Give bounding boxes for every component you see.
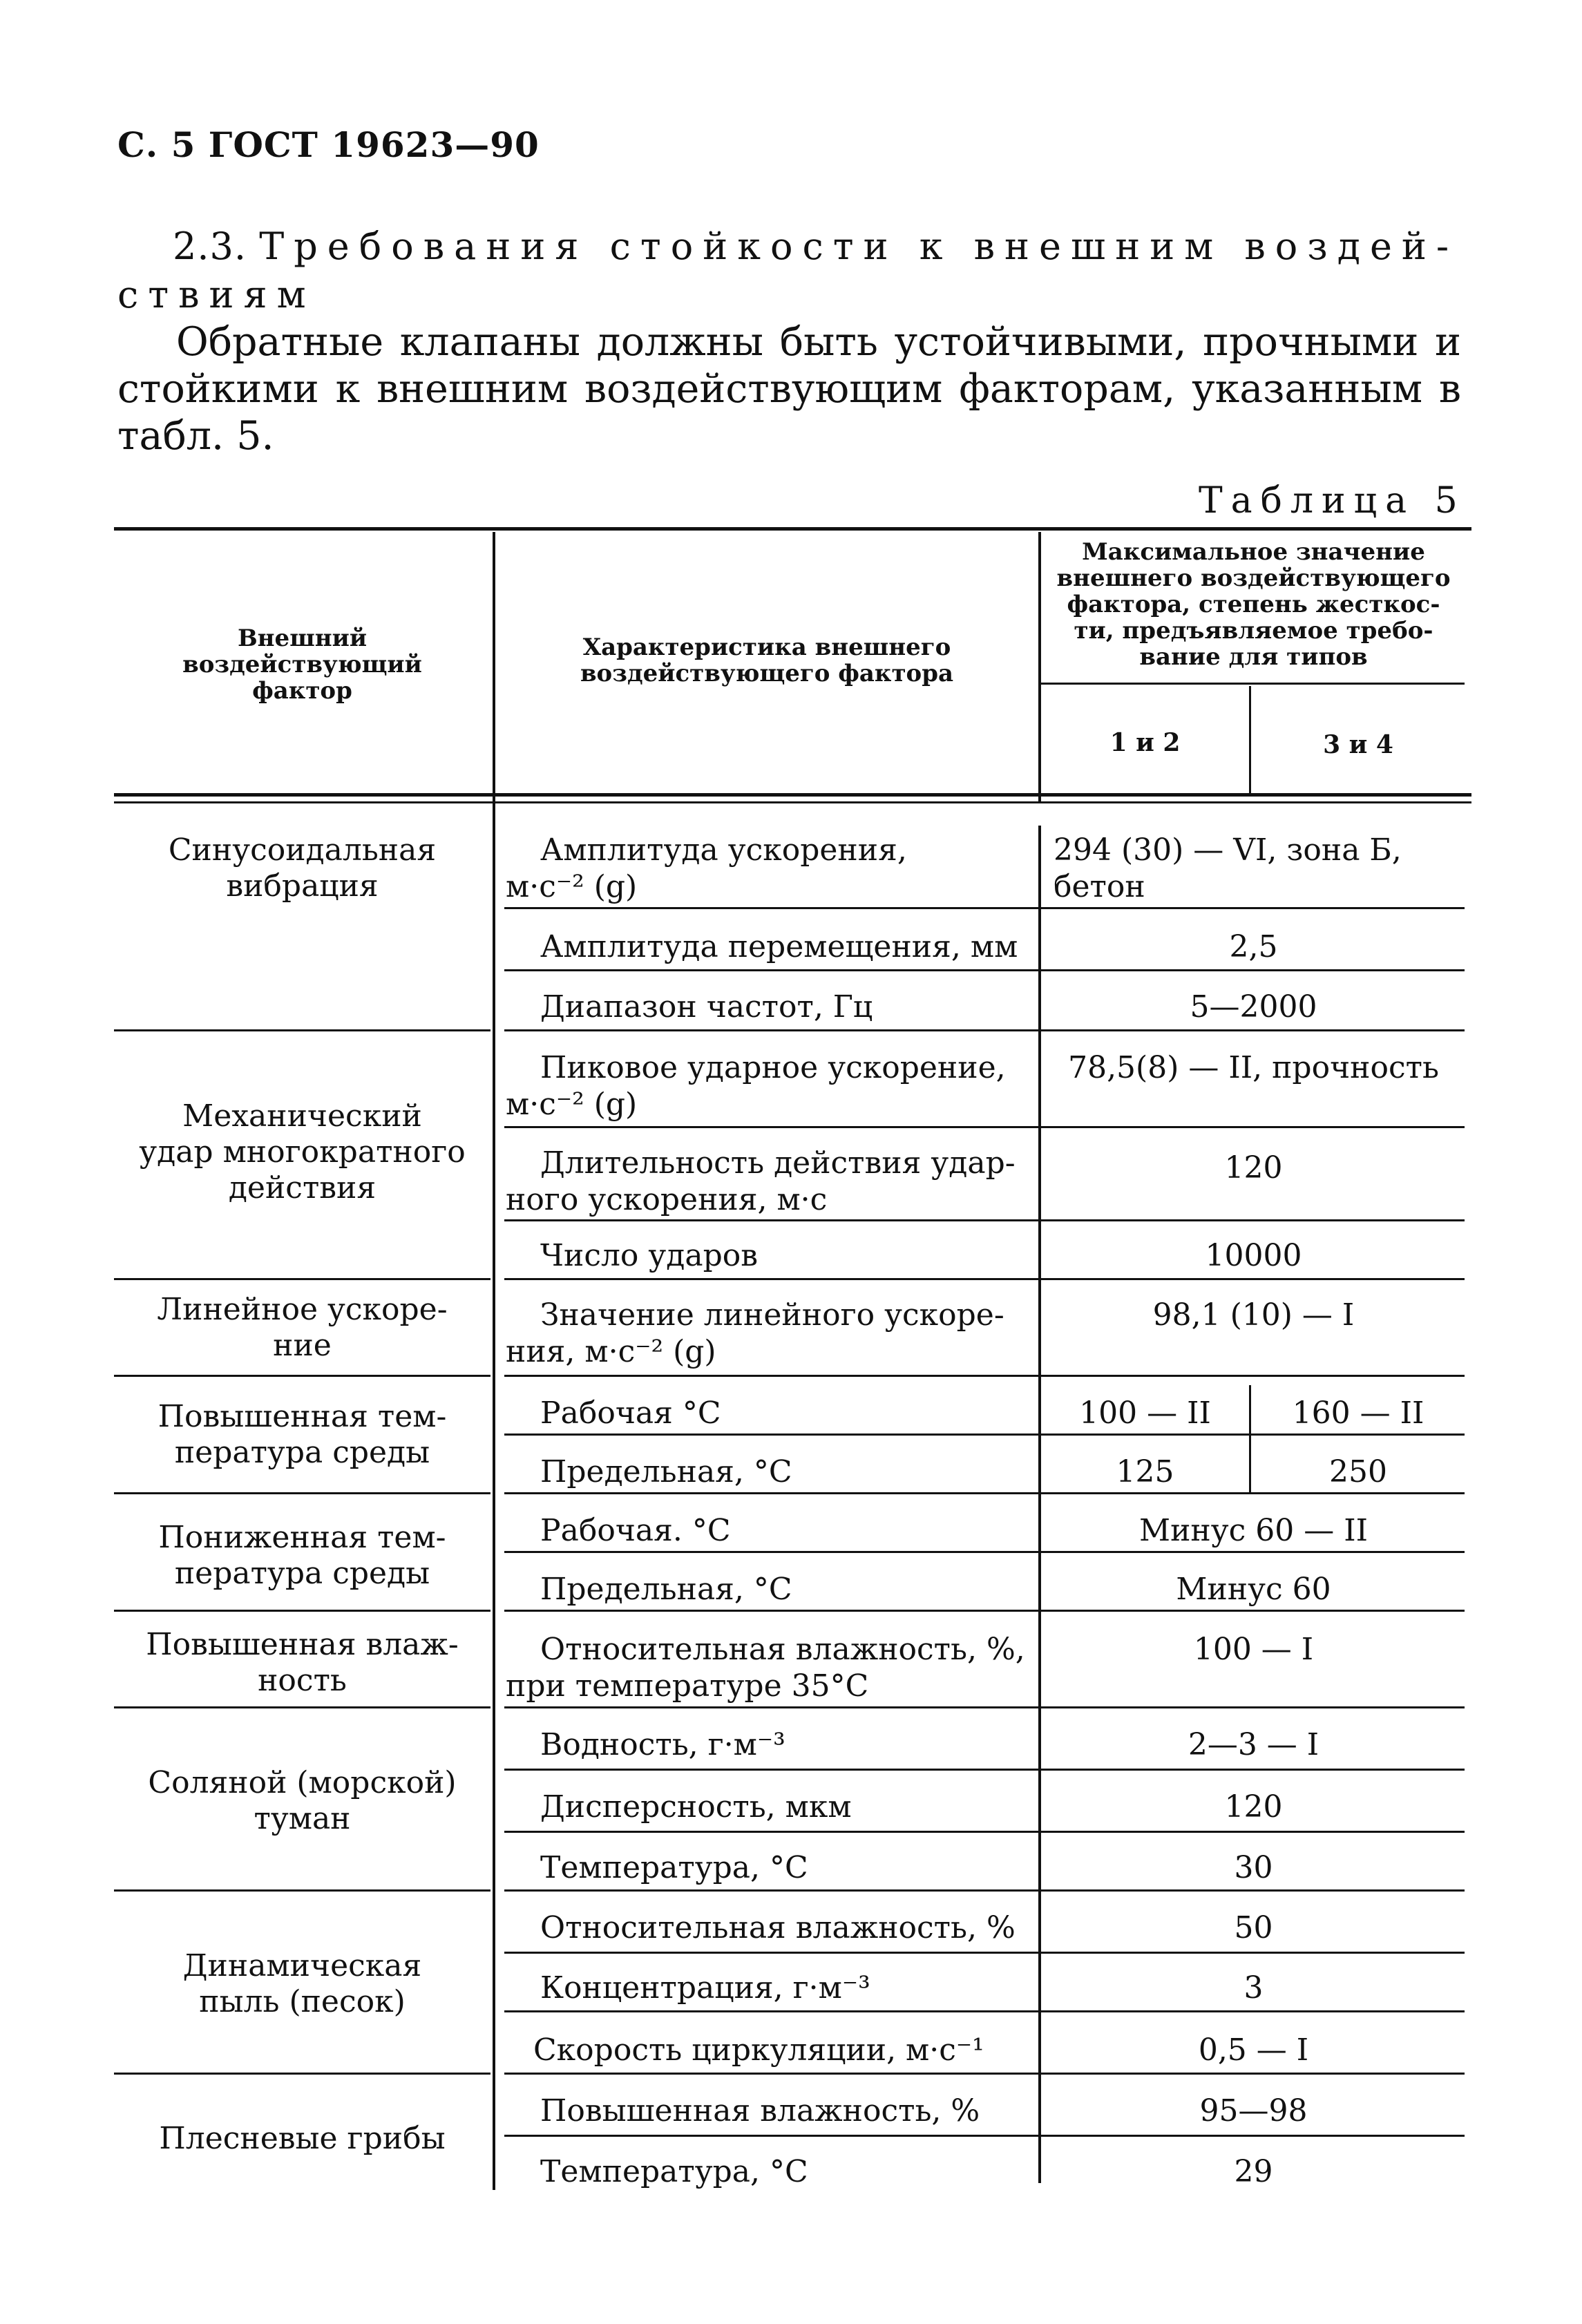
value-cell: 100 — I	[1193, 1632, 1314, 1667]
header-characteristic: Характеристика внешнего воздействующего фактора	[580, 634, 954, 688]
char-cell: Рабочая. °С	[540, 1513, 731, 1548]
value-cell: 2—3 — I	[1188, 1727, 1319, 1762]
char-cell: Рабочая °С	[540, 1396, 721, 1431]
group-rule	[114, 1278, 490, 1280]
char-cell: Температура, °С	[540, 1850, 808, 1885]
table-top-rule	[114, 527, 1471, 531]
char-cell: Пиковое ударное ускорение, м·с⁻² (g)	[506, 1050, 1006, 1122]
char-cell: Дисперсность, мкм	[540, 1789, 852, 1825]
factor-sinusoidal-vibration: Синусоидальная вибрация	[168, 832, 437, 904]
value-cell: 294 (30) — VI, зона Б, бетон	[1054, 832, 1402, 904]
row-rule	[504, 1219, 1465, 1221]
section-number: 2.3.	[173, 225, 247, 268]
char-cell: Значение линейного ускоре- ния, м·с⁻² (g)	[506, 1297, 1004, 1369]
row-rule	[504, 1706, 1465, 1708]
value-cell: 95—98	[1199, 2093, 1308, 2128]
row-rule	[504, 2010, 1465, 2012]
vline-col1	[493, 532, 495, 2190]
row-rule	[504, 1769, 1465, 1771]
section-title: Требования стойкости к внешним воздей-	[259, 225, 1459, 268]
char-cell: Повышенная влажность, %	[540, 2093, 980, 2128]
value-cell: 10000	[1205, 1238, 1302, 1273]
value-cell: 250	[1329, 1454, 1387, 1489]
value-cell: 125	[1116, 1454, 1174, 1489]
row-rule	[504, 1952, 1465, 1954]
header-bottom-rule-2	[114, 801, 1471, 803]
value-cell: Минус 60	[1176, 1572, 1331, 1607]
group-rule	[114, 1610, 490, 1612]
header-bottom-rule	[114, 793, 1471, 797]
factor-low-temperature: Пониженная тем- пература среды	[158, 1520, 446, 1591]
row-rule	[504, 1375, 1465, 1377]
row-rule	[504, 1610, 1465, 1612]
char-cell: Температура, °С	[540, 2154, 808, 2189]
row-rule	[504, 1278, 1465, 1280]
value-cell: 120	[1224, 1789, 1283, 1825]
value-cell: 78,5(8) — II, прочность	[1068, 1050, 1439, 1085]
value-cell: 120	[1224, 1150, 1283, 1185]
value-cell: 160 — II	[1292, 1396, 1424, 1431]
char-cell: Диапазон частот, Гц	[540, 989, 873, 1025]
factor-linear-acceleration: Линейное ускоре- ние	[157, 1292, 448, 1363]
group-rule	[114, 1889, 490, 1892]
char-cell: Скорость циркуляции, м·с⁻¹	[533, 2032, 984, 2068]
value-cell: 2,5	[1229, 929, 1278, 964]
char-cell: Предельная, °С	[540, 1454, 792, 1489]
char-cell: Длительность действия удар- ного ускорения, м·с	[506, 1145, 1016, 1217]
row-rule	[504, 2073, 1465, 2075]
factor-high-humidity: Повышенная влаж- ность	[146, 1627, 459, 1698]
table-caption: Таблица 5	[1199, 480, 1466, 522]
value-cell: 29	[1234, 2154, 1273, 2189]
row-rule	[504, 1029, 1465, 1031]
group-rule	[114, 2073, 490, 2075]
factor-salt-fog: Соляной (морской) туман	[148, 1765, 457, 1836]
header-types-1-2: 1 и 2	[1109, 728, 1181, 757]
char-cell: Водность, г·м⁻³	[540, 1727, 785, 1762]
char-cell: Относительная влажность, %, при температуре 35°С	[506, 1632, 1025, 1704]
row-rule	[504, 969, 1465, 971]
char-cell: Число ударов	[540, 1238, 759, 1273]
value-cell: 98,1 (10) — I	[1152, 1297, 1355, 1333]
row-rule	[504, 1889, 1465, 1892]
value-cell: Минус 60 — II	[1139, 1513, 1368, 1548]
group-rule	[114, 1029, 490, 1031]
value-cell: 30	[1234, 1850, 1273, 1885]
row-rule	[504, 1434, 1465, 1436]
section-title-line2: ствиям	[117, 273, 316, 316]
paragraph-line-3: табл. 5.	[117, 413, 274, 459]
factor-high-temperature: Повышенная тем- пература среды	[158, 1399, 447, 1470]
char-cell: Относительная влажность, %	[540, 1910, 1016, 1945]
value-cell: 50	[1234, 1910, 1273, 1945]
group-rule	[114, 1375, 490, 1377]
char-cell: Амплитуда ускорения, м·с⁻² (g)	[506, 832, 907, 904]
row-rule	[504, 2135, 1465, 2137]
value-cell: 100 — II	[1079, 1396, 1211, 1431]
group-rule	[114, 1706, 490, 1708]
section-title-line1	[173, 225, 1458, 268]
factor-mechanical-shock: Механический удар многократного действия	[139, 1098, 466, 1206]
value-cell: 3	[1243, 1970, 1264, 2006]
paragraph-line-1: Обратные клапаны должны быть устойчивыми, прочными и	[176, 319, 1461, 365]
row-rule	[504, 907, 1465, 909]
factor-dynamic-dust: Динамическая пыль (песок)	[182, 1948, 422, 2019]
subheader-rule	[1040, 683, 1465, 685]
page-header: С. 5 ГОСТ 19623—90	[117, 124, 540, 165]
factor-mold-fungi: Плесневые грибы	[159, 2121, 446, 2156]
row-rule	[504, 1551, 1465, 1553]
value-cell: 0,5 — I	[1198, 2032, 1309, 2068]
row-rule	[504, 1126, 1465, 1128]
group-rule	[114, 1492, 490, 1494]
char-cell: Амплитуда перемещения, мм	[540, 929, 1018, 964]
header-factor: Внешний воздействующий фактор	[182, 625, 422, 705]
row-rule	[504, 1492, 1465, 1494]
row-rule	[504, 1831, 1465, 1833]
paragraph-line-2: стойкими к внешним воздействующим факторам, указанным в	[117, 366, 1461, 412]
char-cell: Концентрация, г·м⁻³	[540, 1970, 870, 2006]
value-cell: 5—2000	[1190, 989, 1317, 1025]
char-cell: Предельная, °С	[540, 1572, 792, 1607]
header-types-3-4: 3 и 4	[1323, 730, 1393, 759]
header-max-value: Максимальное значение внешнего воздействующего фактора, степень жесткос- ти, предъявляемое требо- вание для типов	[1056, 538, 1451, 672]
